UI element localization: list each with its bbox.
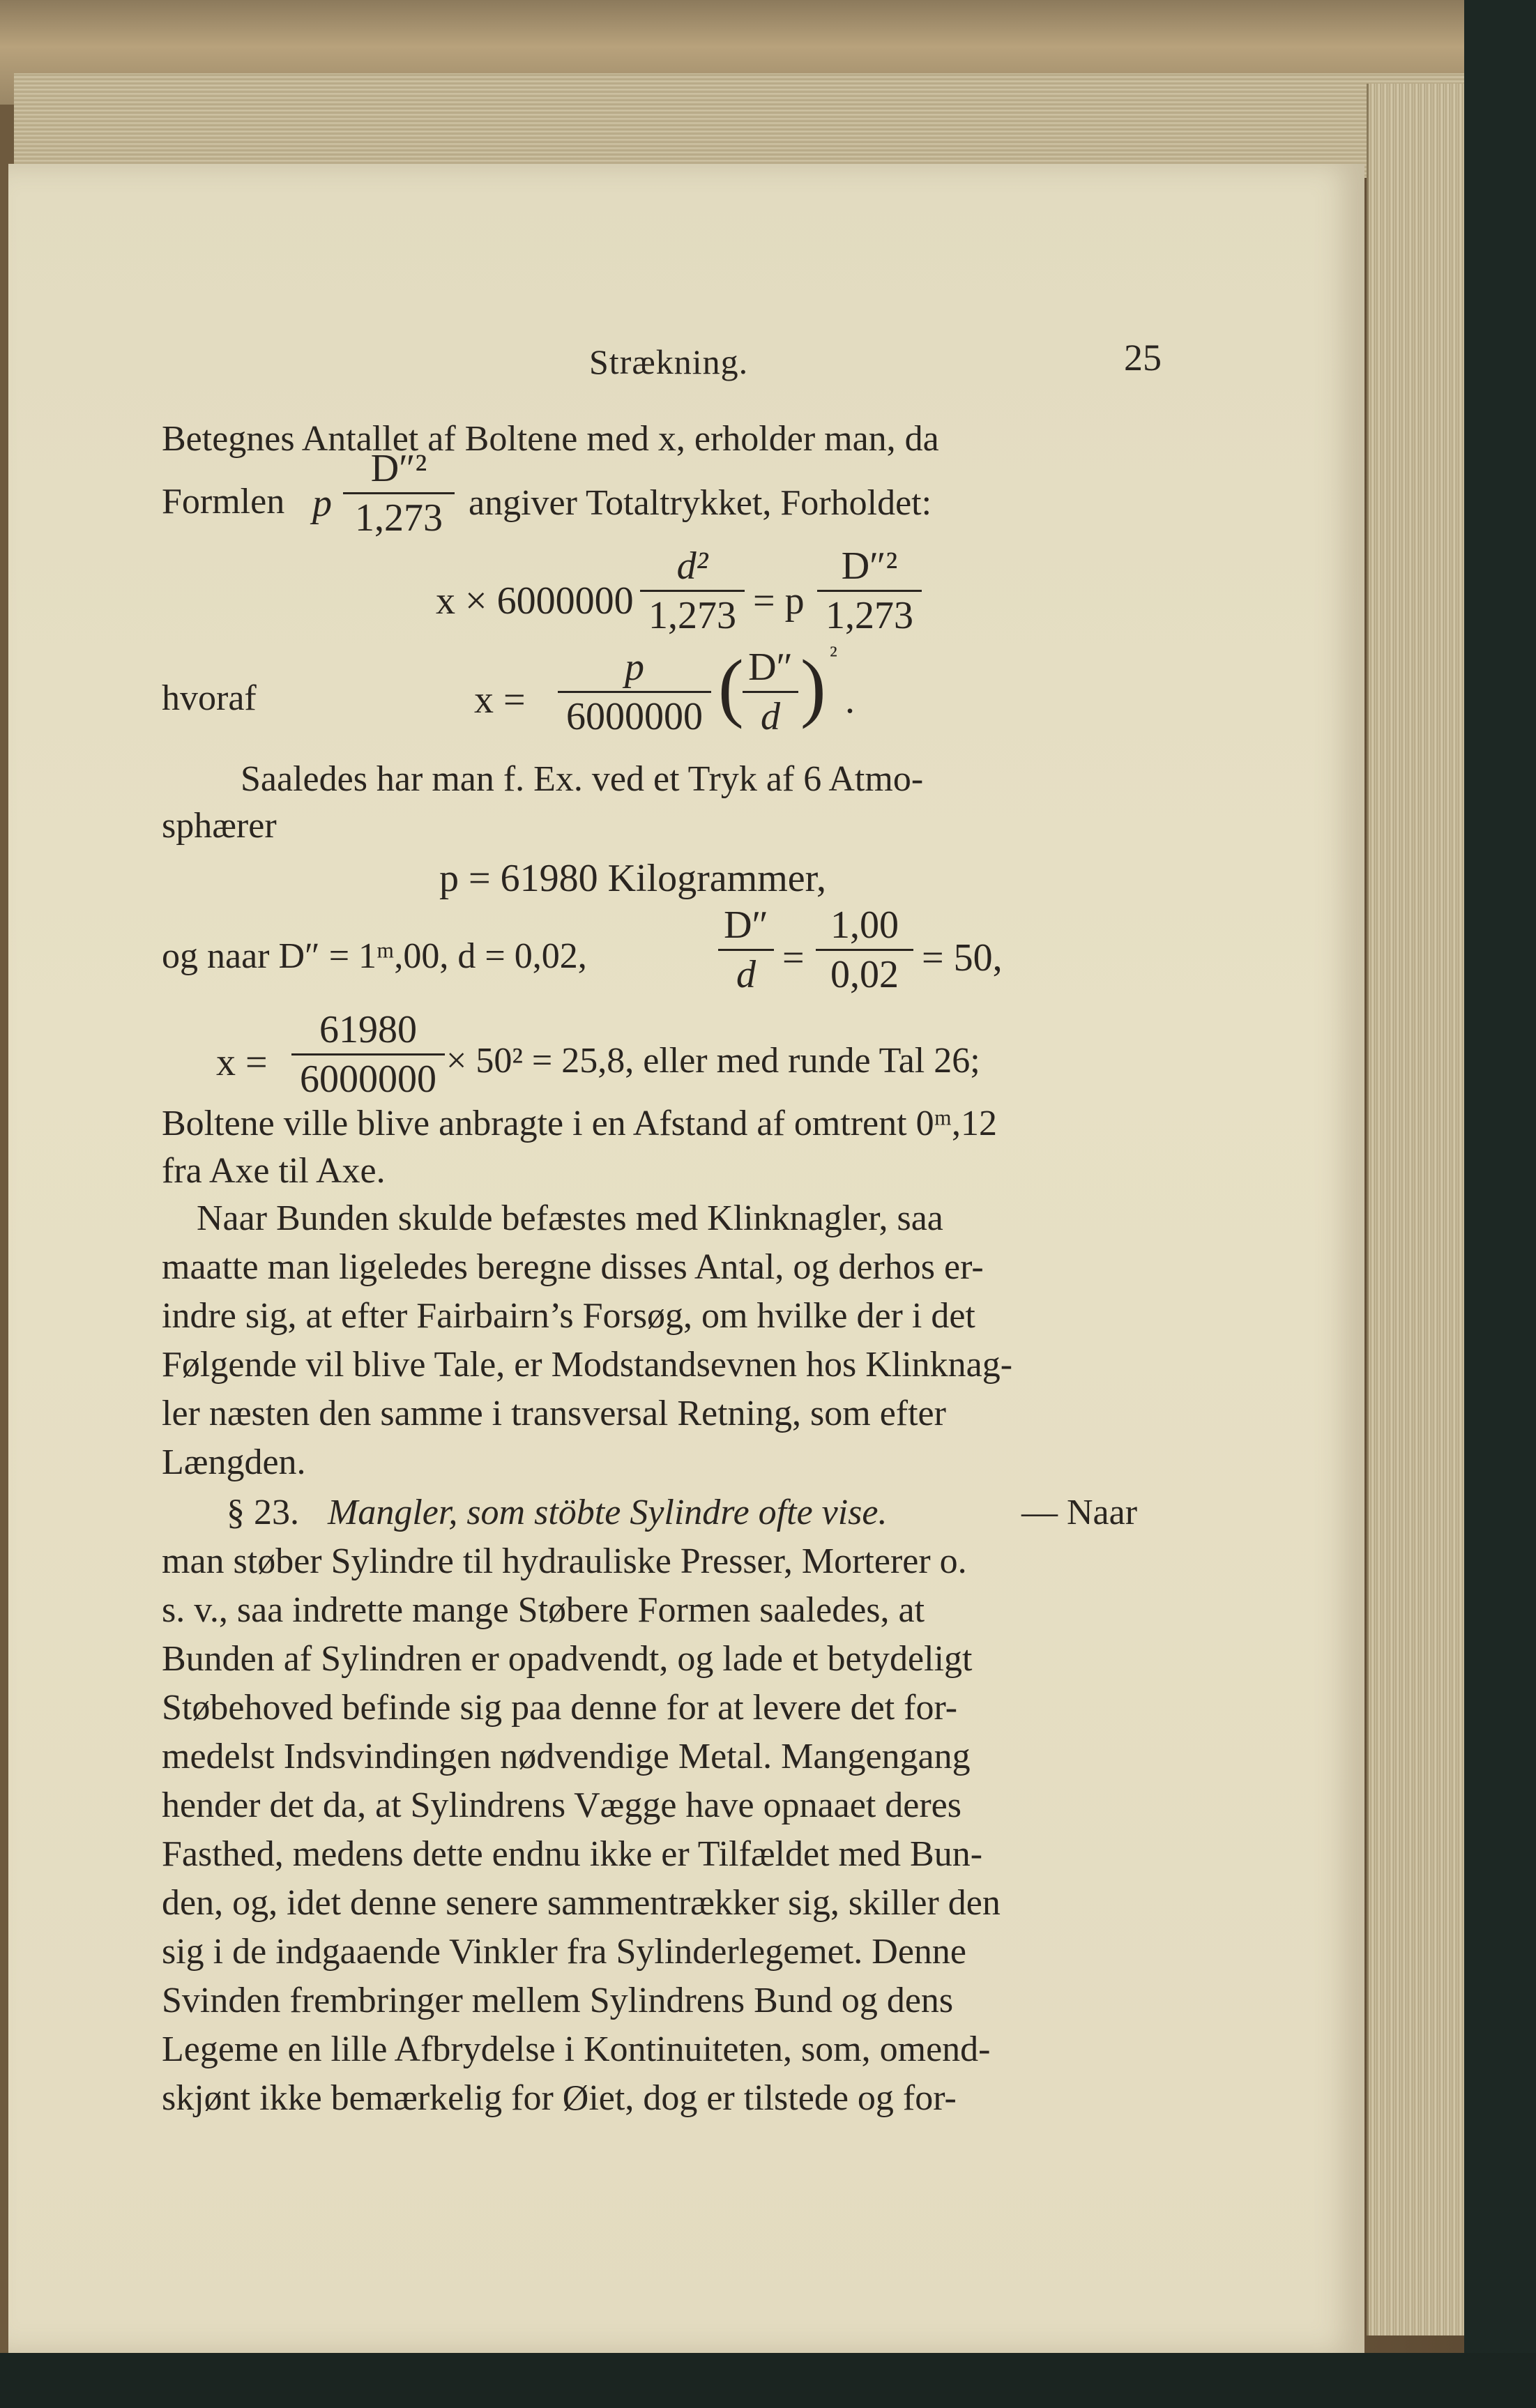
text-line-indre: indre sig, at efter Fairbairn’s Forsøg, om hvilke der i det [162,1296,975,1336]
fraction-denominator: 1,273 [826,594,913,637]
fraction-denominator: d [736,953,756,996]
text-line-folgende: Følgende vil blive Tale, er Modstandsevnen hos Klinknag- [162,1345,1013,1385]
fraction-bar [291,1053,445,1056]
text-line-ler: ler næsten den samme i transversal Retning, som efter [162,1394,946,1433]
fraction-100-over-002 [816,903,913,997]
fraction-bar [816,949,913,951]
text-line-legeme: Legeme en lille Afbrydelse i Kontinuiteten, som, omend- [162,2029,991,2069]
text-line-sig: sig i de indgaaende Vinkler fra Sylinderlegemet. Denne [162,1932,966,1972]
text-line-fasthed: Fasthed, medens dette endnu ikke er Tilfældet med Bun- [162,1834,983,1874]
math-square: ² [830,641,837,669]
text-line-og-naar: og naar D″ = 1ᵐ,00, d = 0,02, [162,936,587,976]
fraction-bar [718,949,774,951]
fraction-d2-over-1273 [640,544,745,638]
fraction-numerator: D″ [748,646,793,689]
fraction-D2-over-1273-b [817,544,922,638]
text-span: Saaledes har man f. Ex. ved et Tryk af 6 Atmo- [241,759,924,799]
fraction-bar [558,691,711,693]
text-line-saaledes [241,759,1155,800]
text-line-boltene: Boltene ville blive anbragte i en Afstand af omtrent 0ᵐ,12 [162,1104,997,1143]
math-eq-p: = p [753,579,805,623]
fraction-numerator: D″² [841,544,898,588]
text-line-formlen: Formlen [162,482,285,521]
fraction-numerator: D″² [370,447,427,490]
fraction-Dpp-over-d-b [718,903,774,997]
page-number: 25 [1124,337,1162,379]
text-line-fra-axe: fra Axe til Axe. [162,1151,386,1191]
text-line-sphaerer: sphærer [162,806,277,846]
text-line-stobehoved: Støbehoved befinde sig paa denne for at levere det for- [162,1688,958,1728]
fraction-numerator: p [625,646,644,689]
math-p-value: p = 61980 Kilogrammer, [439,857,827,900]
section-heading-dash: — Naar [1021,1493,1138,1532]
fraction-61980-over-6m [291,1007,445,1102]
fraction-denominator: 6000000 [300,1058,436,1101]
math-p: p [312,482,332,525]
fraction-denominator: d [761,695,780,738]
page-block-side [1367,84,1466,2335]
fraction-bar [743,691,798,693]
text-line-1: Betegnes Antallet af Boltene med x, erholder man, da [162,419,939,459]
fraction-Dpp-over-d [743,645,798,739]
text-line-hender: hender det da, at Sylindrens Vægge have opnaaet deres [162,1785,961,1825]
fraction-bar [640,590,745,592]
math-dot: . [845,678,855,722]
section-heading: Mangler, som stöbte Sylindre ofte vise. [328,1493,888,1532]
math-eq-50: = 50, [922,936,1003,980]
page-block-top [14,73,1464,178]
fraction-numerator: D″ [724,904,768,947]
math-eq: = [782,936,805,980]
text-line-laengden: Længden. [162,1442,306,1482]
fraction-numerator: 1,00 [830,904,899,947]
section-number: § 23. [227,1493,299,1532]
text-line-skjont: skjønt ikke bemærkelig for Øiet, dog er tilstede og for- [162,2078,957,2118]
text-line-bunden: Bunden af Sylindren er opadvendt, og lade et betydeligt [162,1639,973,1679]
background-right [1464,0,1536,2408]
fraction-p-over-6m [558,645,711,739]
right-paren: ) [800,644,826,729]
text-line-naar-bunden: Naar Bunden skulde befæstes med Klinknagler, saa [197,1198,943,1238]
fraction-denominator: 6000000 [566,695,703,738]
text-line-hvoraf: hvoraf [162,678,257,718]
fraction-D2-over-1273 [343,446,455,540]
fraction-bar [817,590,922,592]
text-line-sv: s. v., saa indrette mange Støbere Formen saaledes, at [162,1590,925,1630]
text-line-angiver: angiver Totaltrykket, Forholdet: [469,483,932,523]
fraction-numerator: d² [676,544,708,588]
text-line-den: den, og, idet denne senere sammentrækker sig, skiller den [162,1883,1001,1923]
text-line-svinden: Svinden frembringer mellem Sylindrens Bund og dens [162,1981,954,2020]
fraction-denominator: 0,02 [830,953,899,996]
text-line-medelst: medelst Indsvindingen nødvendige Metal. Mangengang [162,1737,971,1776]
text-line-stober: man støber Sylindre til hydrauliske Presser, Morterer o. [162,1541,967,1581]
math-x-eq-b: x = [216,1041,268,1084]
background-bottom [0,2353,1536,2408]
fraction-denominator: 1,273 [355,496,443,540]
fraction-bar [343,492,455,494]
math-x-eq: x = [474,678,526,722]
fraction-denominator: 1,273 [648,594,736,637]
fraction-numerator: 61980 [319,1008,417,1051]
running-title: Strækning. [589,342,749,381]
text-line-maatte: maatte man ligeledes beregne disses Antal, og derhos er- [162,1247,984,1287]
left-paren: ( [718,644,744,729]
math-result: × 50² = 25,8, eller med runde Tal 26; [446,1041,980,1081]
math-x-times: x × 6000000 [436,579,634,623]
